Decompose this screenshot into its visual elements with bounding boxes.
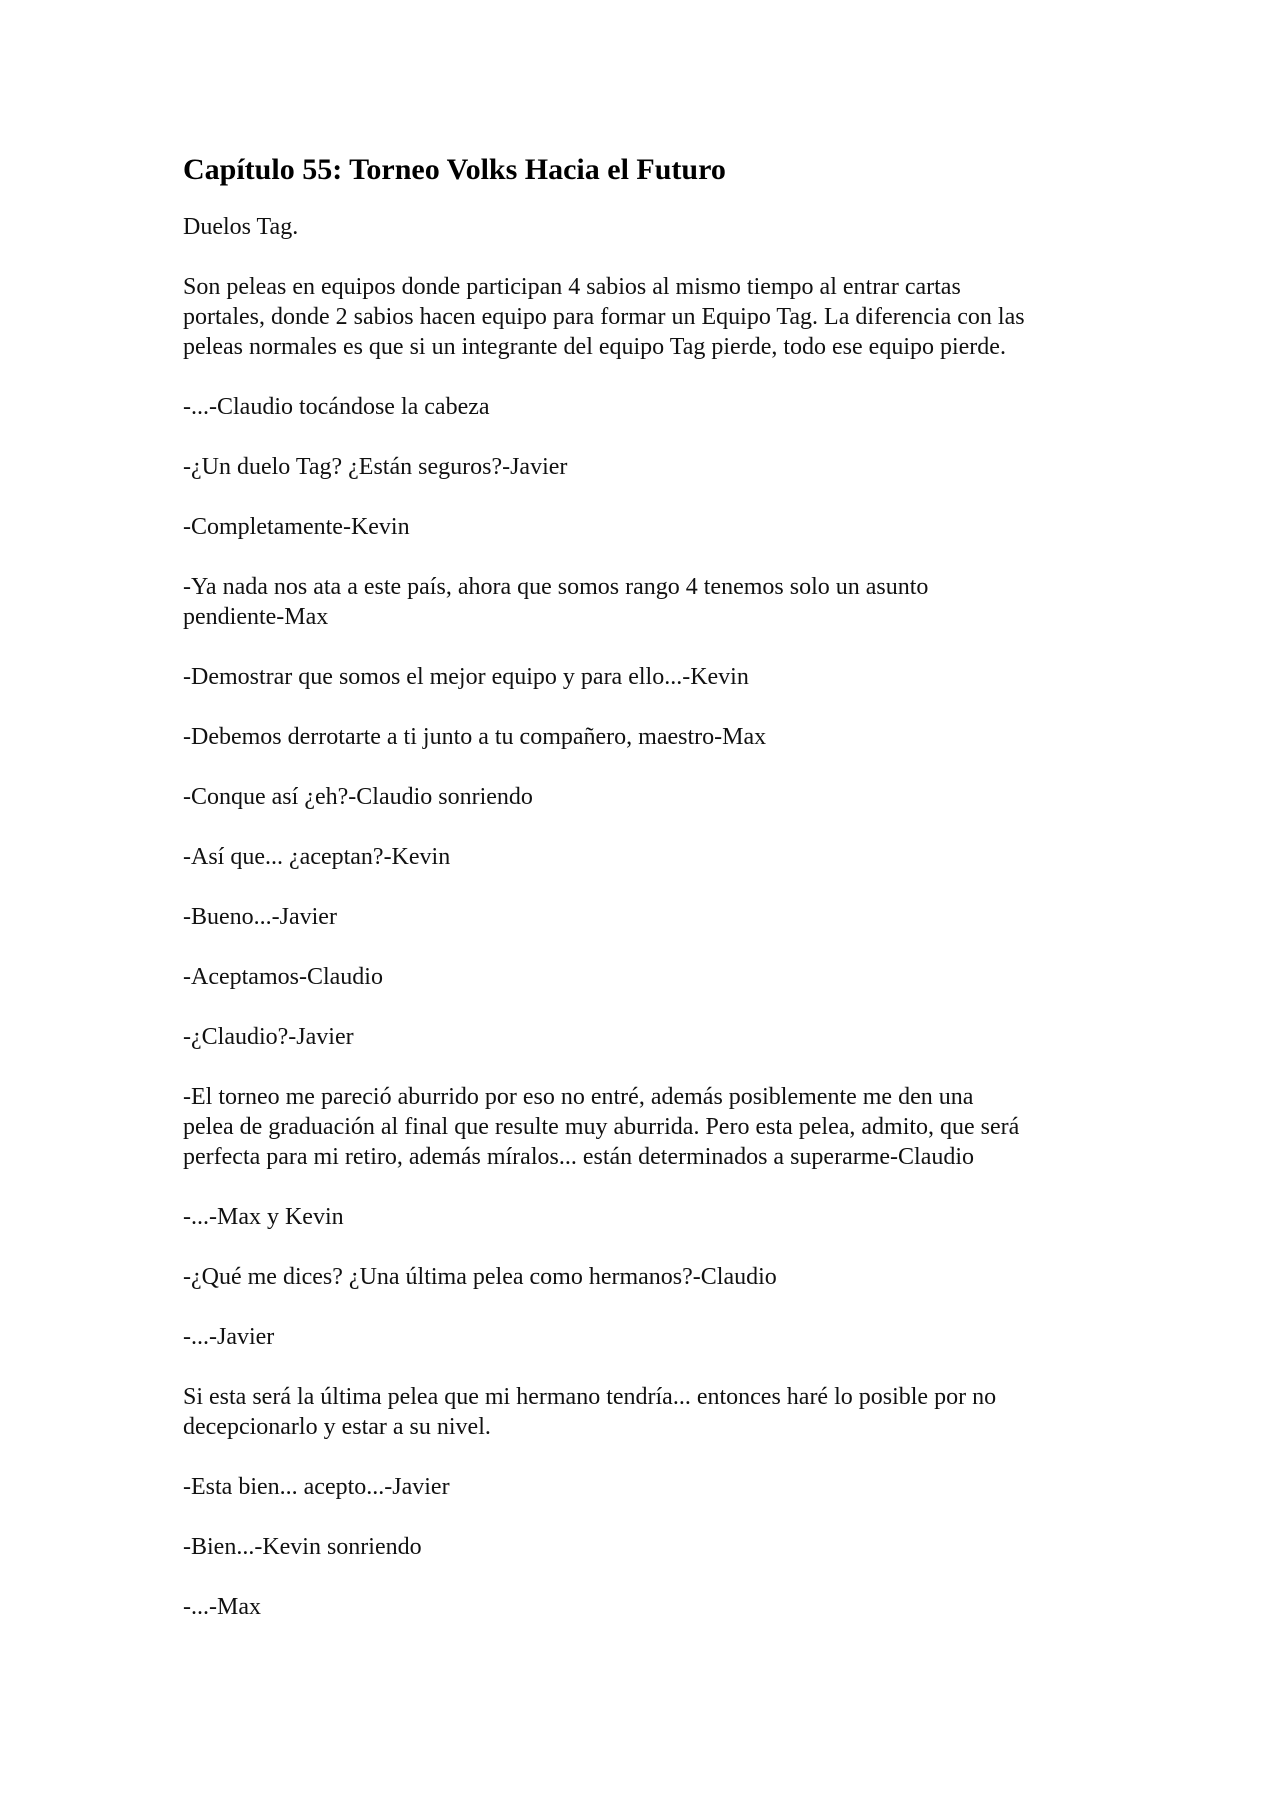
text-line: -...-Max (183, 1594, 261, 1620)
paragraph (183, 1082, 1103, 1172)
text-line: -Ya nada nos ata a este país, ahora que somos rango 4 tenemos solo un asunto (183, 574, 929, 600)
paragraph (183, 452, 1103, 482)
text-line: -Aceptamos-Claudio (183, 964, 383, 990)
paragraph (183, 902, 1103, 932)
text-line: -...-Javier (183, 1324, 275, 1350)
chapter-title: Capítulo 55: Torneo Volks Hacia el Futuro (183, 153, 726, 186)
paragraph (183, 1322, 1103, 1352)
paragraph (183, 1202, 1103, 1232)
text-line: -¿Claudio?-Javier (183, 1024, 354, 1050)
text-line: -Debemos derrotarte a ti junto a tu compañero, maestro-Max (183, 724, 767, 750)
text-line: -Bueno...-Javier (183, 904, 337, 930)
paragraph (183, 842, 1103, 872)
text-line: -Demostrar que somos el mejor equipo y para ello...-Kevin (183, 664, 749, 690)
text-line: Son peleas en equipos donde participan 4 sabios al mismo tiempo al entrar cartas (183, 274, 961, 300)
text-line: -Así que... ¿aceptan?-Kevin (183, 844, 451, 870)
text-line: -¿Qué me dices? ¿Una última pelea como hermanos?-Claudio (183, 1264, 777, 1290)
text-line: -Completamente-Kevin (183, 514, 410, 540)
text-line: pelea de graduación al final que resulte muy aburrida. Pero esta pelea, admito, que será (183, 1114, 1020, 1140)
text-line: -¿Un duelo Tag? ¿Están seguros?-Javier (183, 454, 568, 480)
text-line: Si esta será la última pelea que mi hermano tendría... entonces haré lo posible por no (183, 1384, 997, 1410)
text-line: decepcionarlo y estar a su nivel. (183, 1414, 491, 1440)
paragraph (183, 392, 1103, 422)
paragraph (183, 962, 1103, 992)
paragraph (183, 1022, 1103, 1052)
paragraph (183, 722, 1103, 752)
paragraph (183, 1262, 1103, 1292)
document-page (183, 150, 1103, 1652)
paragraph (183, 1592, 1103, 1622)
text-line: pendiente-Max (183, 604, 329, 630)
text-line: perfecta para mi retiro, además míralos... están determinados a superarme-Claudio (183, 1144, 975, 1170)
paragraph (183, 212, 1103, 242)
text-line: peleas normales es que si un integrante del equipo Tag pierde, todo ese equipo pierde. (183, 334, 1006, 360)
text-line: portales, donde 2 sabios hacen equipo para formar un Equipo Tag. La diferencia con las (183, 304, 1025, 330)
paragraph (183, 1532, 1103, 1562)
text-line: -...-Claudio tocándose la cabeza (183, 394, 490, 420)
paragraph (183, 272, 1103, 362)
paragraph (183, 1472, 1103, 1502)
text-line: -Bien...-Kevin sonriendo (183, 1534, 422, 1560)
text-line: -El torneo me pareció aburrido por eso no entré, además posiblemente me den una (183, 1084, 974, 1110)
document-body (183, 212, 1103, 1622)
paragraph (183, 1382, 1103, 1442)
paragraph (183, 572, 1103, 632)
paragraph (183, 662, 1103, 692)
paragraph (183, 782, 1103, 812)
text-line: -...-Max y Kevin (183, 1204, 344, 1230)
text-line: -Esta bien... acepto...-Javier (183, 1474, 450, 1500)
paragraph (183, 512, 1103, 542)
text-line: -Conque así ¿eh?-Claudio sonriendo (183, 784, 533, 810)
text-line: Duelos Tag. (183, 214, 299, 240)
